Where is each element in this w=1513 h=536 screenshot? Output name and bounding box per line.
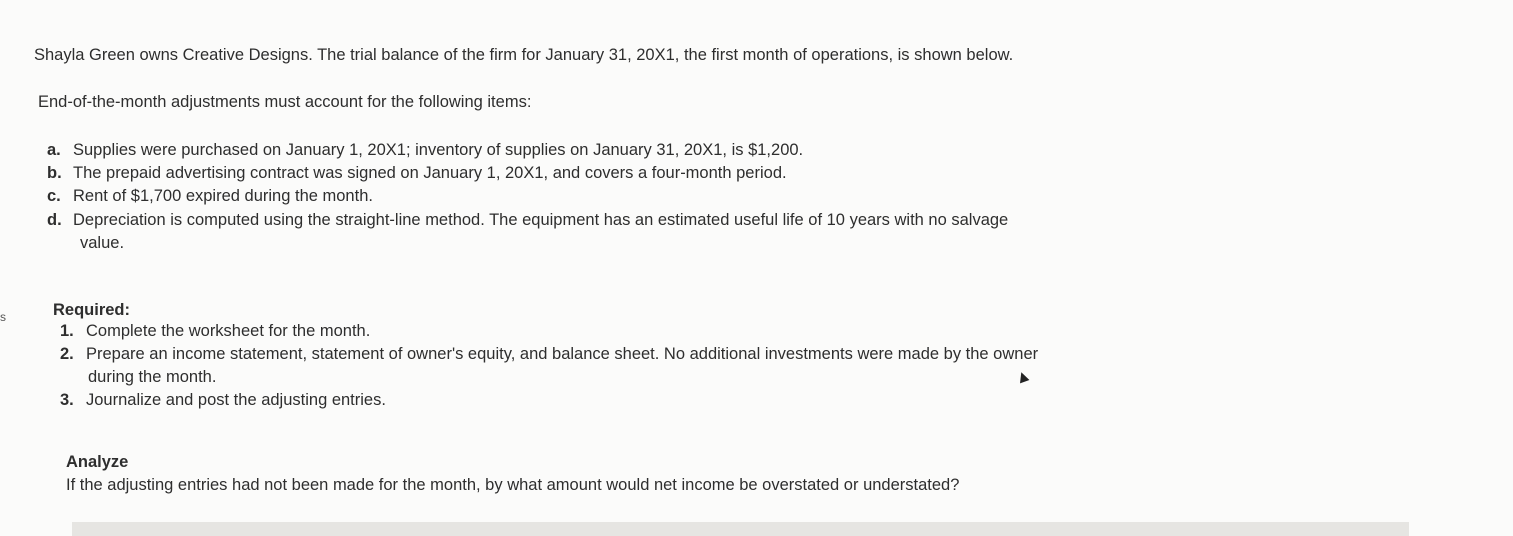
item-text: Depreciation is computed using the straight-line method. The equipment has an estimated useful life of 10 years with no salvage bbox=[73, 211, 1009, 229]
step-label: 3. bbox=[60, 391, 74, 409]
item-label: c. bbox=[47, 187, 61, 205]
step-1 bbox=[60, 321, 370, 341]
item-label: b. bbox=[47, 164, 62, 182]
item-label: a. bbox=[47, 141, 61, 159]
analyze-heading: Analyze bbox=[66, 453, 129, 471]
item-text: The prepaid advertising contract was signed on January 1, 20X1, and covers a four-month period. bbox=[73, 164, 787, 182]
item-a bbox=[47, 140, 803, 160]
item-c bbox=[47, 186, 373, 206]
item-label: d. bbox=[47, 211, 62, 229]
item-d-continuation: value. bbox=[80, 234, 125, 252]
adjustments-heading: End-of-the-month adjustments must account for the following items: bbox=[38, 93, 532, 111]
step-3 bbox=[60, 390, 386, 410]
analyze-question: If the adjusting entries had not been made for the month, by what amount would net income be overstated or understated? bbox=[66, 476, 960, 494]
intro-text: Shayla Green owns Creative Designs. The trial balance of the firm for January 31, 20X1, the first month of operations, is shown below. bbox=[34, 46, 1014, 64]
required-heading: Required: bbox=[53, 301, 131, 319]
step-2-continuation: during the month. bbox=[88, 368, 217, 386]
item-text: Rent of $1,700 expired during the month. bbox=[73, 187, 373, 205]
step-label: 1. bbox=[60, 322, 74, 340]
step-text: Complete the worksheet for the month. bbox=[86, 322, 371, 340]
step-text: Prepare an income statement, statement of owner's equity, and balance sheet. No additional investments were made by the owner bbox=[86, 345, 1039, 363]
step-text: Journalize and post the adjusting entries. bbox=[86, 391, 386, 409]
item-text: Supplies were purchased on January 1, 20X1; inventory of supplies on January 31, 20X1, is $1,200. bbox=[73, 141, 804, 159]
step-2 bbox=[60, 344, 1038, 364]
step-label: 2. bbox=[60, 345, 74, 363]
mouse-cursor-icon bbox=[1017, 371, 1030, 384]
item-b bbox=[47, 163, 787, 183]
edge-fragment: s bbox=[0, 310, 6, 324]
item-d bbox=[47, 210, 1008, 230]
